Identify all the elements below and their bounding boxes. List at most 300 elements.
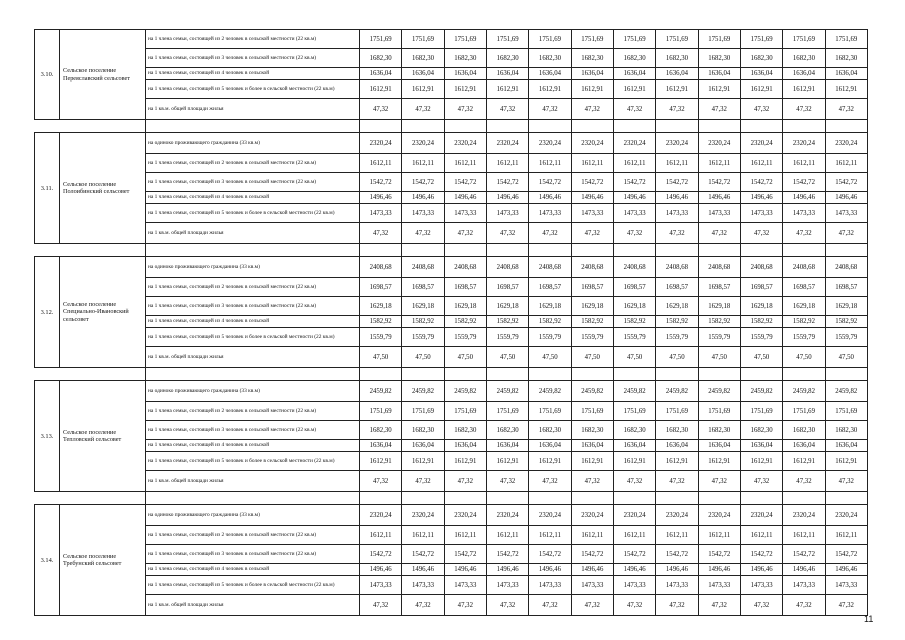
value-cell: 1682,30 <box>740 49 782 68</box>
value-cell: 1582,92 <box>529 316 571 328</box>
value-cell: 1542,72 <box>656 173 698 192</box>
value-cell: 47,32 <box>698 595 740 616</box>
value-cell: 47,32 <box>825 223 867 244</box>
value-cell: 1612,11 <box>444 526 486 545</box>
row-label: на 1 члена семьи, состоящей из 4 человек в сельской <box>146 564 360 576</box>
value-cell: 47,32 <box>444 99 486 120</box>
value-cell: 1473,33 <box>444 576 486 595</box>
separator-cell <box>571 244 613 257</box>
value-cell: 1751,69 <box>783 30 825 49</box>
value-cell: 1496,46 <box>402 192 444 204</box>
value-cell: 1751,69 <box>444 402 486 421</box>
table-row <box>35 99 868 120</box>
value-cell: 1496,46 <box>571 192 613 204</box>
value-cell: 1559,79 <box>402 328 444 347</box>
value-cell: 2408,68 <box>740 257 782 278</box>
value-cell: 1496,46 <box>444 564 486 576</box>
table-row <box>35 30 868 49</box>
row-label: на 1 члена семьи, состоящей из 5 человек и более в сельской местности (22 кв.м) <box>146 328 360 347</box>
table-row <box>35 297 868 316</box>
section-index: 3.12. <box>35 257 60 368</box>
row-label: на одиноко проживающего гражданина (33 кв.м) <box>146 505 360 526</box>
tariff-table-sheet <box>34 29 867 616</box>
value-cell: 1559,79 <box>529 328 571 347</box>
separator-cell <box>146 492 360 505</box>
value-cell: 2320,24 <box>613 133 655 154</box>
value-cell: 1612,91 <box>613 452 655 471</box>
value-cell: 1559,79 <box>360 328 402 347</box>
value-cell: 1473,33 <box>656 204 698 223</box>
value-cell: 1682,30 <box>783 421 825 440</box>
row-label: на 1 члена семьи, состоящей из 2 человек в сельской местности (22 кв.м) <box>146 278 360 297</box>
row-label: на 1 кв.м. общей площади жилья <box>146 595 360 616</box>
value-cell: 1542,72 <box>486 545 528 564</box>
value-cell: 2408,68 <box>783 257 825 278</box>
separator-cell <box>35 244 60 257</box>
value-cell: 1698,57 <box>613 278 655 297</box>
value-cell: 1629,18 <box>825 297 867 316</box>
value-cell: 1751,69 <box>360 30 402 49</box>
value-cell: 1636,04 <box>360 440 402 452</box>
separator-cell <box>146 244 360 257</box>
value-cell: 1473,33 <box>783 576 825 595</box>
value-cell: 1636,04 <box>571 68 613 80</box>
value-cell: 2320,24 <box>698 505 740 526</box>
separator-cell <box>444 244 486 257</box>
value-cell: 47,32 <box>571 471 613 492</box>
value-cell: 1542,72 <box>360 545 402 564</box>
value-cell: 1629,18 <box>571 297 613 316</box>
value-cell: 1751,69 <box>613 30 655 49</box>
value-cell: 47,50 <box>486 347 528 368</box>
value-cell: 1473,33 <box>571 204 613 223</box>
value-cell: 1473,33 <box>613 576 655 595</box>
value-cell: 1496,46 <box>360 192 402 204</box>
value-cell: 1751,69 <box>698 30 740 49</box>
table-row <box>35 133 868 154</box>
value-cell: 47,32 <box>613 223 655 244</box>
separator-cell <box>698 120 740 133</box>
row-label: на 1 кв.м. общей площади жилья <box>146 99 360 120</box>
value-cell: 1612,91 <box>783 452 825 471</box>
value-cell: 47,50 <box>783 347 825 368</box>
value-cell: 2408,68 <box>656 257 698 278</box>
value-cell: 47,50 <box>571 347 613 368</box>
settlement-name: Сельское поселение Требунский сельсовет <box>60 505 146 616</box>
value-cell: 1682,30 <box>529 49 571 68</box>
value-cell: 1636,04 <box>825 68 867 80</box>
value-cell: 1751,69 <box>571 402 613 421</box>
value-cell: 1612,11 <box>402 154 444 173</box>
settlement-name: Сельское поселение Переяславский сельсовет <box>60 30 146 120</box>
value-cell: 2320,24 <box>571 133 613 154</box>
value-cell: 1559,79 <box>444 328 486 347</box>
value-cell: 1612,11 <box>698 154 740 173</box>
separator-cell <box>571 368 613 381</box>
value-cell: 1682,30 <box>529 421 571 440</box>
value-cell: 1473,33 <box>613 204 655 223</box>
value-cell: 47,32 <box>486 99 528 120</box>
value-cell: 1629,18 <box>698 297 740 316</box>
row-label: на 1 члена семьи, состоящей из 5 человек и более в сельской местности (22 кв.м) <box>146 80 360 99</box>
value-cell: 1636,04 <box>656 440 698 452</box>
value-cell: 47,32 <box>825 595 867 616</box>
value-cell: 2320,24 <box>783 505 825 526</box>
row-label: на 1 члена семьи, состоящей из 3 человек в сельской местности (22 кв.м) <box>146 297 360 316</box>
value-cell: 1473,33 <box>529 576 571 595</box>
value-cell: 2459,82 <box>444 381 486 402</box>
value-cell: 47,32 <box>402 471 444 492</box>
value-cell: 2459,82 <box>783 381 825 402</box>
value-cell: 2320,24 <box>444 505 486 526</box>
value-cell: 47,32 <box>656 471 698 492</box>
value-cell: 1542,72 <box>360 173 402 192</box>
value-cell: 1612,11 <box>529 154 571 173</box>
value-cell: 47,32 <box>613 99 655 120</box>
value-cell: 1496,46 <box>444 192 486 204</box>
separator-cell <box>35 120 60 133</box>
value-cell: 1496,46 <box>656 564 698 576</box>
value-cell: 1636,04 <box>825 440 867 452</box>
value-cell: 47,50 <box>444 347 486 368</box>
table-row <box>35 223 868 244</box>
value-cell: 1542,72 <box>783 173 825 192</box>
separator-cell <box>529 492 571 505</box>
value-cell: 2408,68 <box>486 257 528 278</box>
value-cell: 47,32 <box>740 471 782 492</box>
separator-cell <box>486 368 528 381</box>
row-label: на одиноко проживающего гражданина (33 кв.м) <box>146 381 360 402</box>
value-cell: 47,50 <box>656 347 698 368</box>
separator-cell <box>402 492 444 505</box>
value-cell: 1682,30 <box>486 49 528 68</box>
value-cell: 1559,79 <box>656 328 698 347</box>
value-cell: 2320,24 <box>444 133 486 154</box>
separator-cell <box>360 368 402 381</box>
value-cell: 1612,91 <box>529 80 571 99</box>
value-cell: 2459,82 <box>698 381 740 402</box>
value-cell: 1473,33 <box>698 204 740 223</box>
value-cell: 47,50 <box>529 347 571 368</box>
value-cell: 47,32 <box>444 471 486 492</box>
value-cell: 1612,11 <box>402 526 444 545</box>
value-cell: 1612,11 <box>825 526 867 545</box>
value-cell: 1636,04 <box>529 68 571 80</box>
separator-cell <box>656 492 698 505</box>
value-cell: 1496,46 <box>529 192 571 204</box>
row-label: на 1 члена семьи, состоящей из 2 человек в сельской местности (22 кв.м) <box>146 30 360 49</box>
separator-cell <box>360 244 402 257</box>
value-cell: 1682,30 <box>360 49 402 68</box>
page-number: 11 <box>864 614 874 624</box>
value-cell: 1751,69 <box>444 30 486 49</box>
value-cell: 1682,30 <box>571 421 613 440</box>
value-cell: 1473,33 <box>571 576 613 595</box>
value-cell: 47,32 <box>529 595 571 616</box>
value-cell: 1559,79 <box>825 328 867 347</box>
value-cell: 1612,11 <box>529 526 571 545</box>
value-cell: 1612,91 <box>360 80 402 99</box>
value-cell: 1582,92 <box>656 316 698 328</box>
value-cell: 1542,72 <box>529 545 571 564</box>
value-cell: 2320,24 <box>486 505 528 526</box>
separator-cell <box>60 492 146 505</box>
value-cell: 47,32 <box>360 99 402 120</box>
value-cell: 47,32 <box>571 99 613 120</box>
value-cell: 1682,30 <box>613 421 655 440</box>
value-cell: 1582,92 <box>360 316 402 328</box>
row-label: на 1 члена семьи, состоящей из 5 человек и более в сельской местности (22 кв.м) <box>146 204 360 223</box>
table-row <box>35 278 868 297</box>
value-cell: 1612,91 <box>571 80 613 99</box>
separator-cell <box>613 120 655 133</box>
value-cell: 2459,82 <box>529 381 571 402</box>
separator-cell <box>740 492 782 505</box>
value-cell: 1698,57 <box>698 278 740 297</box>
value-cell: 1612,11 <box>360 526 402 545</box>
value-cell: 1496,46 <box>825 564 867 576</box>
value-cell: 2408,68 <box>529 257 571 278</box>
value-cell: 2408,68 <box>571 257 613 278</box>
value-cell: 1751,69 <box>740 402 782 421</box>
value-cell: 1698,57 <box>740 278 782 297</box>
value-cell: 47,32 <box>740 595 782 616</box>
value-cell: 1751,69 <box>740 30 782 49</box>
value-cell: 1612,11 <box>698 526 740 545</box>
value-cell: 1751,69 <box>402 402 444 421</box>
value-cell: 1629,18 <box>360 297 402 316</box>
value-cell: 1612,11 <box>571 154 613 173</box>
value-cell: 1542,72 <box>571 173 613 192</box>
value-cell: 1496,46 <box>486 564 528 576</box>
value-cell: 1629,18 <box>486 297 528 316</box>
separator-cell <box>656 244 698 257</box>
value-cell: 47,32 <box>783 99 825 120</box>
value-cell: 1698,57 <box>444 278 486 297</box>
table-row <box>35 381 868 402</box>
row-label: на 1 члена семьи, состоящей из 3 человек в сельской местности (22 кв.м) <box>146 421 360 440</box>
value-cell: 1629,18 <box>402 297 444 316</box>
row-label: на 1 члена семьи, состоящей из 3 человек в сельской местности (22 кв.м) <box>146 173 360 192</box>
value-cell: 1496,46 <box>486 192 528 204</box>
value-cell: 2320,24 <box>613 505 655 526</box>
value-cell: 1698,57 <box>825 278 867 297</box>
value-cell: 1612,91 <box>529 452 571 471</box>
value-cell: 1682,30 <box>571 49 613 68</box>
value-cell: 1682,30 <box>360 421 402 440</box>
value-cell: 1473,33 <box>402 204 444 223</box>
value-cell: 1559,79 <box>740 328 782 347</box>
value-cell: 1612,11 <box>783 154 825 173</box>
value-cell: 1542,72 <box>825 173 867 192</box>
separator-cell <box>825 368 867 381</box>
value-cell: 1496,46 <box>402 564 444 576</box>
row-label: на 1 члена семьи, состоящей из 2 человек в сельской местности (22 кв.м) <box>146 154 360 173</box>
value-cell: 1473,33 <box>529 204 571 223</box>
value-cell: 1582,92 <box>571 316 613 328</box>
value-cell: 1629,18 <box>529 297 571 316</box>
separator-cell <box>146 120 360 133</box>
value-cell: 1542,72 <box>656 545 698 564</box>
value-cell: 1542,72 <box>740 545 782 564</box>
value-cell: 47,32 <box>360 595 402 616</box>
value-cell: 47,32 <box>529 99 571 120</box>
table-row <box>35 545 868 564</box>
value-cell: 47,32 <box>529 223 571 244</box>
row-label: на одиноко проживающего гражданина (33 кв.м) <box>146 257 360 278</box>
value-cell: 1559,79 <box>698 328 740 347</box>
table-row <box>35 526 868 545</box>
separator-cell <box>360 492 402 505</box>
value-cell: 1636,04 <box>571 440 613 452</box>
value-cell: 47,32 <box>444 595 486 616</box>
table-row <box>35 173 868 192</box>
value-cell: 2459,82 <box>613 381 655 402</box>
value-cell: 2408,68 <box>402 257 444 278</box>
value-cell: 1682,30 <box>740 421 782 440</box>
value-cell: 47,50 <box>825 347 867 368</box>
value-cell: 47,32 <box>656 223 698 244</box>
value-cell: 1629,18 <box>740 297 782 316</box>
value-cell: 1473,33 <box>486 576 528 595</box>
value-cell: 1698,57 <box>529 278 571 297</box>
value-cell: 1542,72 <box>444 545 486 564</box>
value-cell: 1751,69 <box>783 402 825 421</box>
separator-cell <box>698 492 740 505</box>
value-cell: 1682,30 <box>402 49 444 68</box>
value-cell: 47,32 <box>698 223 740 244</box>
separator-cell <box>783 244 825 257</box>
value-cell: 1473,33 <box>656 576 698 595</box>
section-separator <box>35 492 868 505</box>
value-cell: 1542,72 <box>529 173 571 192</box>
value-cell: 1496,46 <box>698 192 740 204</box>
value-cell: 1636,04 <box>740 68 782 80</box>
value-cell: 1636,04 <box>486 68 528 80</box>
value-cell: 1751,69 <box>529 402 571 421</box>
value-cell: 1542,72 <box>613 545 655 564</box>
value-cell: 1496,46 <box>783 564 825 576</box>
value-cell: 1542,72 <box>444 173 486 192</box>
row-label: на 1 кв.м. общей площади жилья <box>146 347 360 368</box>
value-cell: 2459,82 <box>486 381 528 402</box>
value-cell: 1473,33 <box>825 204 867 223</box>
value-cell: 1698,57 <box>656 278 698 297</box>
value-cell: 2320,24 <box>486 133 528 154</box>
value-cell: 1496,46 <box>613 564 655 576</box>
separator-cell <box>444 492 486 505</box>
value-cell: 2408,68 <box>613 257 655 278</box>
value-cell: 1751,69 <box>529 30 571 49</box>
section-separator <box>35 120 868 133</box>
value-cell: 47,32 <box>402 595 444 616</box>
value-cell: 1636,04 <box>529 440 571 452</box>
value-cell: 1751,69 <box>656 30 698 49</box>
separator-cell <box>486 120 528 133</box>
value-cell: 1612,11 <box>656 154 698 173</box>
value-cell: 1612,91 <box>656 452 698 471</box>
value-cell: 2320,24 <box>783 133 825 154</box>
value-cell: 1542,72 <box>402 173 444 192</box>
value-cell: 1636,04 <box>486 440 528 452</box>
value-cell: 1473,33 <box>486 204 528 223</box>
value-cell: 47,32 <box>571 595 613 616</box>
table-row <box>35 421 868 440</box>
row-label: на 1 кв.м. общей площади жилья <box>146 471 360 492</box>
value-cell: 1612,91 <box>825 80 867 99</box>
value-cell: 1496,46 <box>360 564 402 576</box>
value-cell: 47,32 <box>825 99 867 120</box>
value-cell: 1496,46 <box>740 564 782 576</box>
value-cell: 1612,91 <box>740 80 782 99</box>
value-cell: 1698,57 <box>486 278 528 297</box>
value-cell: 47,32 <box>783 471 825 492</box>
section-separator <box>35 244 868 257</box>
value-cell: 1682,30 <box>698 421 740 440</box>
value-cell: 1473,33 <box>360 576 402 595</box>
table-row <box>35 505 868 526</box>
value-cell: 1612,11 <box>613 526 655 545</box>
value-cell: 1612,91 <box>825 452 867 471</box>
value-cell: 1682,30 <box>783 49 825 68</box>
separator-cell <box>444 368 486 381</box>
separator-cell <box>35 368 60 381</box>
table-row <box>35 440 868 452</box>
value-cell: 1636,04 <box>444 440 486 452</box>
value-cell: 1473,33 <box>740 204 782 223</box>
value-cell: 47,50 <box>613 347 655 368</box>
value-cell: 2459,82 <box>402 381 444 402</box>
table-row <box>35 576 868 595</box>
value-cell: 1496,46 <box>783 192 825 204</box>
value-cell: 47,32 <box>783 595 825 616</box>
separator-cell <box>825 492 867 505</box>
value-cell: 47,32 <box>613 471 655 492</box>
separator-cell <box>783 120 825 133</box>
value-cell: 1612,11 <box>825 154 867 173</box>
value-cell: 2320,24 <box>825 505 867 526</box>
value-cell: 2320,24 <box>656 505 698 526</box>
row-label: на 1 члена семьи, состоящей из 2 человек в сельской местности (22 кв.м) <box>146 526 360 545</box>
separator-cell <box>571 120 613 133</box>
value-cell: 1612,91 <box>402 80 444 99</box>
value-cell: 47,32 <box>486 471 528 492</box>
separator-cell <box>60 368 146 381</box>
value-cell: 1473,33 <box>402 576 444 595</box>
separator-cell <box>698 244 740 257</box>
value-cell: 1473,33 <box>783 204 825 223</box>
value-cell: 2320,24 <box>740 505 782 526</box>
value-cell: 1629,18 <box>613 297 655 316</box>
value-cell: 1612,91 <box>698 452 740 471</box>
value-cell: 47,32 <box>486 223 528 244</box>
value-cell: 1636,04 <box>656 68 698 80</box>
value-cell: 47,32 <box>360 223 402 244</box>
table-row <box>35 49 868 68</box>
value-cell: 1582,92 <box>740 316 782 328</box>
table-row <box>35 471 868 492</box>
value-cell: 1496,46 <box>656 192 698 204</box>
value-cell: 1582,92 <box>783 316 825 328</box>
value-cell: 1542,72 <box>402 545 444 564</box>
value-cell: 1636,04 <box>783 440 825 452</box>
separator-cell <box>529 120 571 133</box>
value-cell: 1612,91 <box>740 452 782 471</box>
value-cell: 1612,11 <box>486 526 528 545</box>
separator-cell <box>571 492 613 505</box>
value-cell: 1496,46 <box>529 564 571 576</box>
separator-cell <box>613 492 655 505</box>
